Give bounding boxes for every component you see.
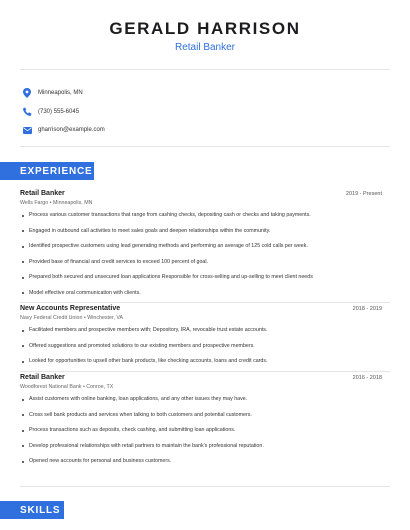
email-icon: [22, 125, 32, 135]
resume-header: [0, 0, 410, 54]
section-divider: [20, 486, 390, 487]
header-divider: [20, 69, 390, 70]
job-employer: [20, 315, 382, 321]
contact-divider: [20, 146, 390, 147]
job-title: New Accounts Representative: [20, 305, 121, 312]
section-experience-heading: EXPERIENCE: [0, 162, 94, 180]
bullet-item: Looked for opportunities to upsell other bank products, like checking accounts, loans and credit cards.: [20, 358, 382, 374]
job-divider: [20, 371, 390, 372]
bullet-item: Provided base of financial and credit services to exceed 100 percent of goal.: [20, 259, 382, 275]
job-company: Wells Fargo: [20, 200, 49, 206]
job-company: Woodforest National Bank: [20, 384, 82, 390]
job-bullets: [20, 327, 382, 374]
bullet-item: Facilitated members and prospective members with; Depository, IRA, revocable trust estate accounts.: [20, 327, 382, 343]
job-bullets: [20, 212, 382, 305]
phone-icon: [22, 107, 32, 117]
contact-location: [22, 84, 105, 102]
section-skills-heading: SKILLS: [0, 501, 64, 519]
contact-phone-text: (730) 555-6045: [38, 108, 80, 115]
job-entry: [20, 305, 382, 374]
bullet-item: Cross sell bank products and services when talking to both customers and potential customers.: [20, 412, 382, 428]
separator: •: [49, 200, 53, 206]
job-location: Winchester, VA: [87, 315, 124, 321]
job-employer: [20, 200, 382, 206]
bullet-item: Develop professional relationships with retail partners to maintain the bank's professional reputation.: [20, 443, 382, 459]
job-location: Conroe, TX: [86, 384, 114, 390]
job-location: Minneapolis, MN: [52, 200, 93, 206]
job-title-heading: Retail Banker: [174, 42, 236, 53]
job-dates: 2018 - 2019: [352, 306, 382, 312]
candidate-name: GERALD HARRISON: [109, 19, 301, 38]
bullet-item: Process transactions such as deposits, check cashing, and submitting loan applications.: [20, 427, 382, 443]
contact-list: [22, 84, 105, 140]
job-dates: 2016 - 2018: [352, 375, 382, 381]
job-title: Retail Banker: [20, 190, 65, 197]
job-employer: [20, 384, 382, 390]
job-company: Navy Federal Credit Union: [20, 315, 83, 321]
separator: •: [83, 315, 88, 321]
bullet-item: Assist customers with online banking, loan applications, and any other issues they may have.: [20, 396, 382, 412]
job-title: Retail Banker: [20, 374, 65, 381]
job-dates: 2019 - Present: [345, 191, 382, 197]
job-entry: [20, 374, 382, 474]
job-divider: [20, 302, 390, 303]
bullet-item: Identified prospective customers using lead generating methods and performing an average of 125 cold calls per week.: [20, 243, 382, 259]
location-pin-icon: [22, 88, 32, 98]
bullet-item: Offered suggestions and promoted solutions to our existing members and prospective members.: [20, 343, 382, 359]
separator: •: [82, 384, 87, 390]
contact-email-text: gharrison@example.com: [38, 127, 105, 133]
bullet-item: Opened new accounts for personal and business customers.: [20, 458, 382, 474]
bullet-item: Engaged in outbound call activities to meet sales goals and deepen relationships within the community.: [20, 228, 382, 244]
bullet-item: Prepared both secured and unsecured loan applications Responsible for cross-selling and up-selling to meet client needs: [20, 274, 382, 290]
bullet-item: Process various customer transactions that range from cashing checks, depositing cash or checks and taking payments.: [20, 212, 382, 228]
contact-location-text: Minneapolis, MN: [38, 90, 83, 96]
contact-phone: [22, 103, 105, 121]
bullet-item: Model effective oral communication with clients.: [20, 290, 382, 306]
contact-email: [22, 121, 105, 139]
job-bullets: [20, 396, 382, 474]
job-entry: [20, 190, 382, 305]
